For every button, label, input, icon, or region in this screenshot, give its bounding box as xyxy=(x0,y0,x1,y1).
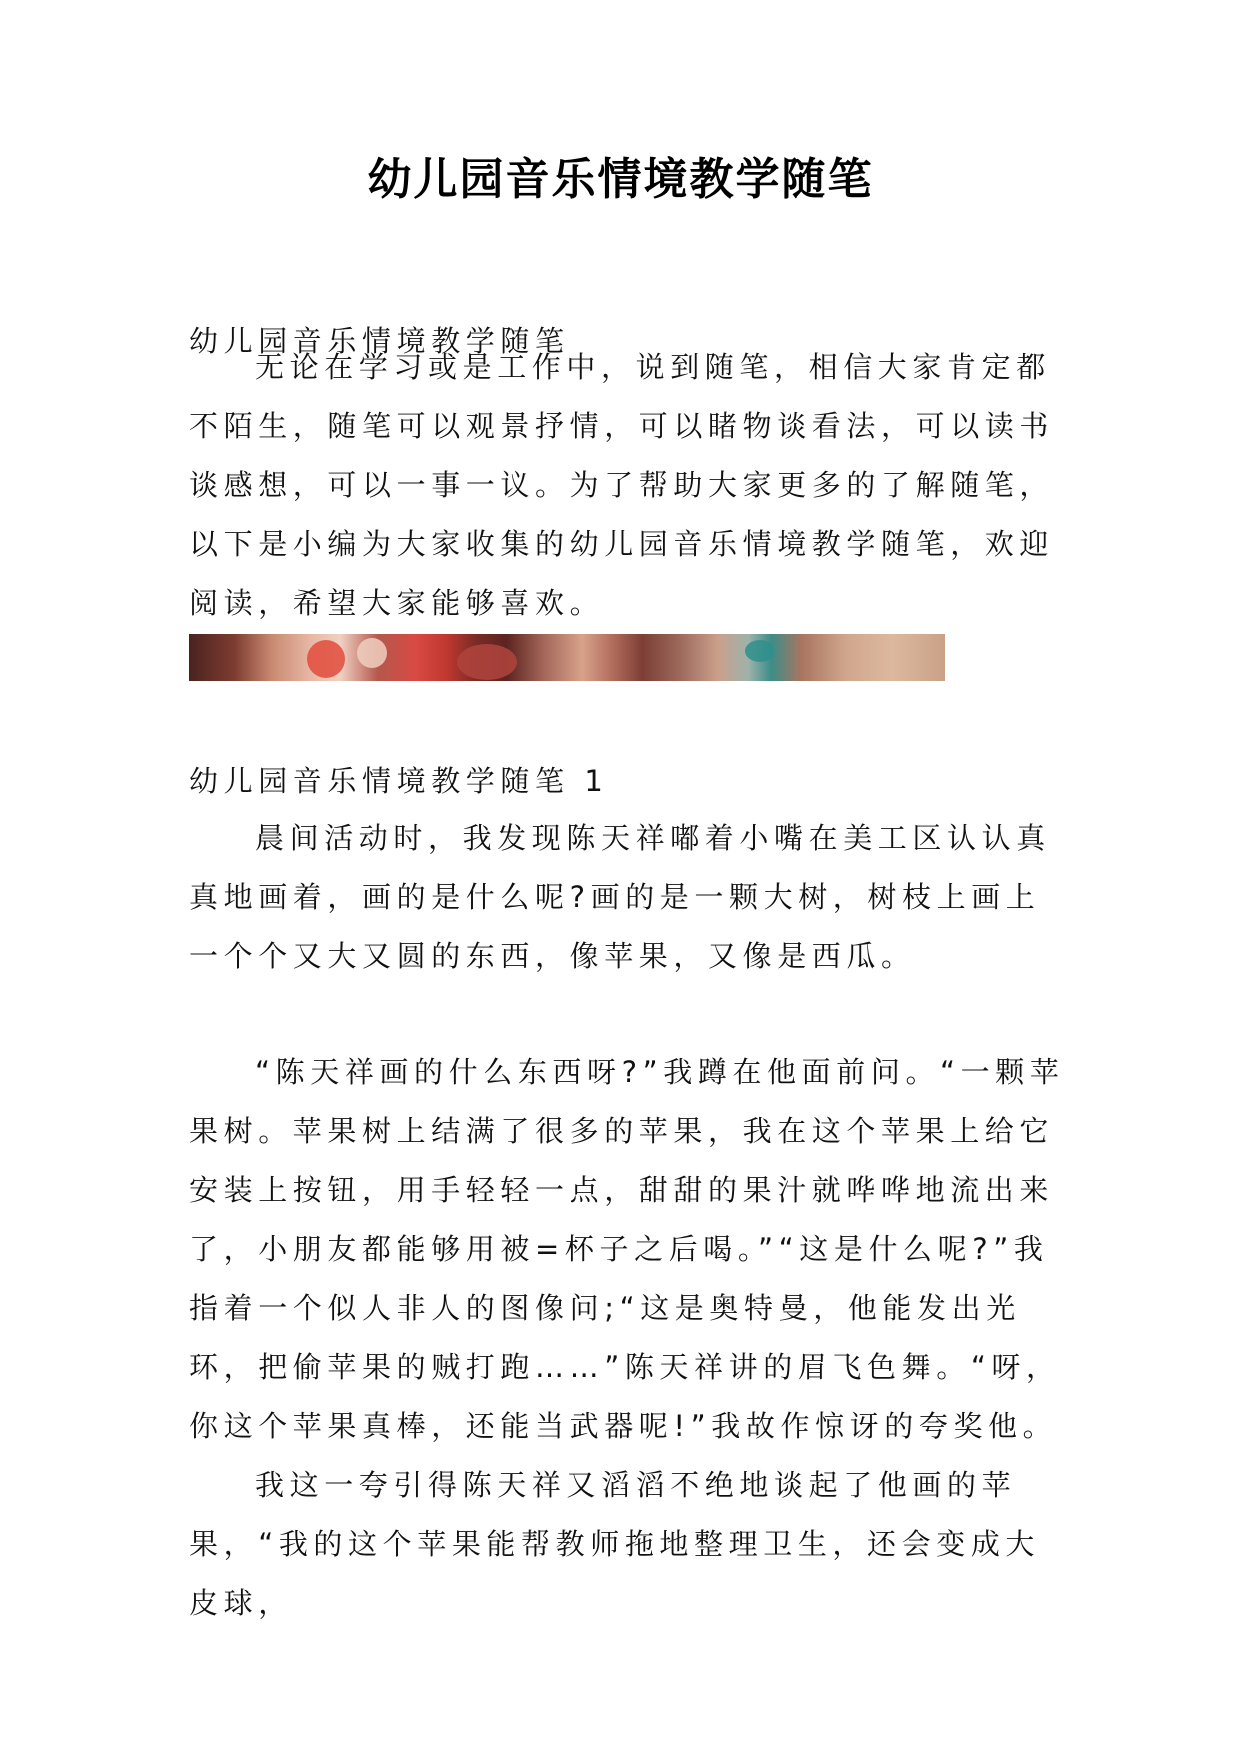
section-block-2 xyxy=(189,1043,1065,1633)
article-photo xyxy=(189,634,945,681)
photo-detail-teal xyxy=(745,640,775,662)
body-paragraph: “陈天祥画的什么东西呀?”我蹲在他面前问。“一颗苹果树。苹果树上结满了很多的苹果，我在这个苹果上给它安装上按钮，用手轻轻一点，甜甜的果汁就哗哗地流出来了，小朋友都能够用被=杯子之后喝。”“这是什么呢?”我指着一个似人非人的图像问;“这是奥特曼，他能发出光环，把偷苹果的贼打跑……”陈天祥讲的眉飞色舞。“呀，你这个苹果真棒，还能当武器呢!”我故作惊讶的夸奖他。 xyxy=(189,1055,1065,1443)
photo-detail-red xyxy=(307,640,345,678)
body-paragraph: 晨间活动时，我发现陈天祥嘟着小嘴在美工区认认真真地画着，画的是什么呢?画的是一颗大树，树枝上画上一个个又大又圆的东西，像苹果，又像是西瓜。 xyxy=(189,821,1051,973)
intro-block xyxy=(189,338,1065,633)
body-paragraph: 我这一夸引得陈天祥又滔滔不绝地谈起了他画的苹果，“我的这个苹果能帮教师拖地整理卫生，还会变成大皮球， xyxy=(189,1468,1041,1620)
intro-heading: 幼儿园音乐情境教学随笔 xyxy=(189,324,570,358)
section-heading: 幼儿园音乐情境教学随笔 1 xyxy=(189,764,609,798)
intro-paragraph: 无论在学习或是工作中，说到随笔，相信大家肯定都不陌生，随笔可以观景抒情，可以睹物谈看法，可以读书谈感想，可以一事一议。为了帮助大家更多的了解随笔，以下是小编为大家收集的幼儿园音乐情境教学随笔，欢迎阅读，希望大家能够喜欢。 xyxy=(189,350,1055,620)
photo-detail-dark-red xyxy=(457,644,517,680)
section-block-1 xyxy=(189,809,1065,986)
photo-detail-light xyxy=(357,638,387,668)
document-title: 幼儿园音乐情境教学随笔 xyxy=(367,154,874,205)
